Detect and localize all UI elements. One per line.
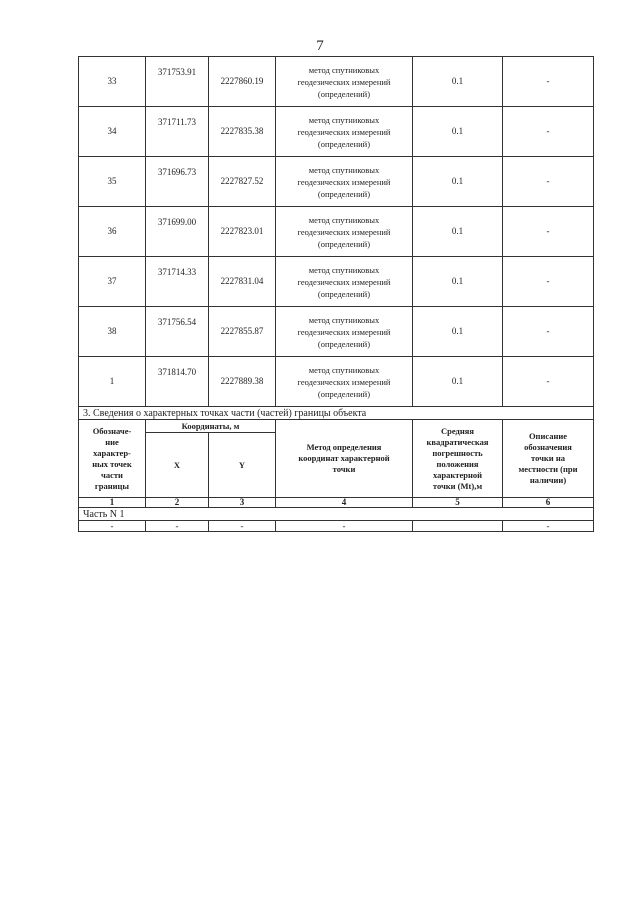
method-line: (определений) <box>317 238 371 249</box>
header-line: координат характерной <box>298 453 390 463</box>
header-line: точки (Mt),м <box>432 480 483 491</box>
column-number: 4 <box>276 498 413 508</box>
header-line: ние <box>105 436 119 447</box>
header-line: границы <box>94 480 130 491</box>
method-line: геодезических измерений <box>297 176 391 187</box>
method-line: (определений) <box>317 388 371 399</box>
coord-y: 2227823.01 <box>209 207 276 257</box>
method <box>276 157 413 207</box>
coord-x: 371696.73 <box>146 157 209 207</box>
point-number: 38 <box>79 307 146 357</box>
column-number: 3 <box>209 498 276 508</box>
point-number: 35 <box>79 157 146 207</box>
point-number: 36 <box>79 207 146 257</box>
mt-value: 0.1 <box>413 57 503 107</box>
method-line: геодезических измерений <box>297 126 391 137</box>
column-number: 5 <box>413 498 503 508</box>
method-line: метод спутниковых <box>308 64 380 75</box>
header-line: наличии) <box>529 475 567 485</box>
header-x: X <box>146 433 209 498</box>
coordinates-table <box>78 56 594 532</box>
header-designation <box>79 420 146 498</box>
description: - <box>503 357 594 407</box>
header-line: местности (при <box>518 464 578 474</box>
coord-y: 2227860.19 <box>209 57 276 107</box>
mt-value: 0.1 <box>413 107 503 157</box>
mt-value: 0.1 <box>413 257 503 307</box>
header-line: положения <box>436 458 479 469</box>
method-line: (определений) <box>317 88 371 99</box>
empty-cell: - <box>146 521 209 532</box>
table-row <box>79 207 594 257</box>
column-number: 1 <box>79 498 146 508</box>
method-line: (определений) <box>317 338 371 349</box>
method-line: (определений) <box>317 138 371 149</box>
empty-cell: - <box>503 521 594 532</box>
coord-x: 371756.54 <box>146 307 209 357</box>
header-mt <box>413 420 503 498</box>
section3-title: 3. Сведения о характерных точках части (частей) границы объекта <box>79 407 594 420</box>
header-line: Средняя <box>441 425 474 436</box>
coord-x: 371814.70 <box>146 357 209 407</box>
table-row <box>79 307 594 357</box>
header-line: точки <box>332 464 356 474</box>
column-number: 2 <box>146 498 209 508</box>
description: - <box>503 157 594 207</box>
column-number: 6 <box>503 498 594 508</box>
coord-x: 371753.91 <box>146 57 209 107</box>
coord-y: 2227889.38 <box>209 357 276 407</box>
header-y: Y <box>209 433 276 498</box>
method-line: метод спутниковых <box>308 264 380 275</box>
mt-value: 0.1 <box>413 207 503 257</box>
method-line: метод спутниковых <box>308 214 380 225</box>
description: - <box>503 257 594 307</box>
method-line: метод спутниковых <box>308 364 380 375</box>
method-line: (определений) <box>317 288 371 299</box>
method-line: геодезических измерений <box>297 226 391 237</box>
method <box>276 307 413 357</box>
point-number: 1 <box>79 357 146 407</box>
header-line: погрешность <box>432 447 483 458</box>
empty-cell: - <box>209 521 276 532</box>
header-line: характер- <box>93 447 131 458</box>
mt-value: 0.1 <box>413 307 503 357</box>
table-row <box>79 257 594 307</box>
header-line: квадратическая <box>426 436 489 447</box>
header-line: Обозначе- <box>92 425 132 436</box>
description: - <box>503 207 594 257</box>
method-line: метод спутниковых <box>308 164 380 175</box>
header-line: Описание <box>528 431 568 441</box>
header-line: Метод определения <box>306 442 382 452</box>
header-line: обозначения <box>524 442 572 452</box>
part-label: Часть N 1 <box>79 508 594 521</box>
page-number: 7 <box>316 38 324 54</box>
header-line: части <box>101 469 123 480</box>
header-line: характерной <box>433 469 482 480</box>
description: - <box>503 307 594 357</box>
table-row <box>79 157 594 207</box>
method <box>276 207 413 257</box>
empty-cell: - <box>276 521 413 532</box>
method-line: метод спутниковых <box>308 314 380 325</box>
mt-value: 0.1 <box>413 157 503 207</box>
description: - <box>503 57 594 107</box>
header-description <box>503 420 594 498</box>
method <box>276 107 413 157</box>
coord-y: 2227855.87 <box>209 307 276 357</box>
header-line: точки на <box>531 453 565 463</box>
coord-x: 371711.73 <box>146 107 209 157</box>
header-coordinates: Координаты, м <box>146 420 276 433</box>
mt-value: 0.1 <box>413 357 503 407</box>
method-line: геодезических измерений <box>297 76 391 87</box>
table-row <box>79 57 594 107</box>
method <box>276 257 413 307</box>
header-line: ных точек <box>92 458 132 469</box>
table-row <box>79 107 594 157</box>
coord-x: 371699.00 <box>146 207 209 257</box>
method <box>276 57 413 107</box>
coord-x: 371714.33 <box>146 257 209 307</box>
description: - <box>503 107 594 157</box>
method-line: метод спутниковых <box>308 114 380 125</box>
method-line: (определений) <box>317 188 371 199</box>
point-number: 37 <box>79 257 146 307</box>
coord-y: 2227827.52 <box>209 157 276 207</box>
method <box>276 357 413 407</box>
coord-y: 2227831.04 <box>209 257 276 307</box>
method-line: геодезических измерений <box>297 326 391 337</box>
empty-cell: - <box>79 521 146 532</box>
method-line: геодезических измерений <box>297 276 391 287</box>
header-method <box>276 420 413 498</box>
point-number: 34 <box>79 107 146 157</box>
point-number: 33 <box>79 57 146 107</box>
coord-y: 2227835.38 <box>209 107 276 157</box>
empty-cell <box>413 521 503 532</box>
table-row <box>79 357 594 407</box>
method-line: геодезических измерений <box>297 376 391 387</box>
